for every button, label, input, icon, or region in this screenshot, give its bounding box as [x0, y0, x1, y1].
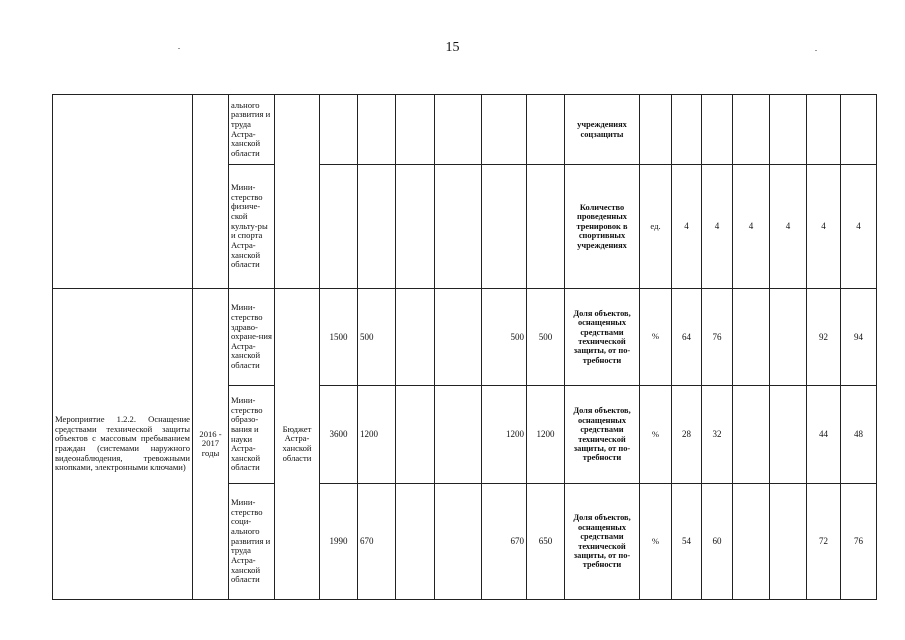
amount-2017: [482, 165, 527, 289]
ministry-cell: Мини-стерство физиче-ской культу-ры и спорта Астра-ханской области: [229, 165, 275, 289]
value-cell: 94: [841, 289, 877, 386]
indicator-cell: Доля объектов, оснащенных средствами технической защиты, от по-требности: [565, 484, 640, 600]
source-cell-empty: [275, 95, 320, 289]
table-row: [53, 289, 877, 386]
scan-speck: [178, 48, 180, 49]
amount-2015: [396, 386, 435, 484]
value-cell: 54: [672, 484, 702, 600]
unit-cell: %: [640, 484, 672, 600]
value-cell: 28: [672, 386, 702, 484]
value-cell: 76: [841, 484, 877, 600]
amount-2015: [396, 484, 435, 600]
scan-speck: [815, 50, 817, 51]
unit-cell: [640, 95, 672, 165]
value-cell: 92: [807, 289, 841, 386]
ministry-cell: Мини-стерство соци-ального развития и труда Астра-ханской области: [229, 484, 275, 600]
value-cell: 4: [770, 165, 807, 289]
event-name: Мероприятие 1.2.2. Оснащение средствами технической защиты объектов с массовым пребыванием граждан (системами наружного видеонаблюдения, тревожными кнопками, электронными ключами): [53, 289, 193, 600]
amount-2014: 500: [358, 289, 396, 386]
amount-2018: [527, 95, 565, 165]
value-cell: 76: [702, 289, 733, 386]
value-cell: [770, 386, 807, 484]
program-table: [52, 94, 877, 600]
amount-2016: [435, 289, 482, 386]
page-number: 15: [445, 40, 460, 55]
amount-total: 3600: [320, 386, 358, 484]
unit-cell: %: [640, 289, 672, 386]
ministry-cell: Мини-стерство здраво-охране-ния Астра-ханской области: [229, 289, 275, 386]
value-cell: [733, 289, 770, 386]
ministry-cell: ального развития и труда Астра-ханской области: [229, 95, 275, 165]
amount-2014: 1200: [358, 386, 396, 484]
value-cell: [733, 95, 770, 165]
event-years: 2016 - 2017 годы: [193, 289, 229, 600]
value-cell: 60: [702, 484, 733, 600]
value-cell: 4: [733, 165, 770, 289]
value-cell: [770, 95, 807, 165]
value-cell: 44: [807, 386, 841, 484]
value-cell: [770, 484, 807, 600]
amount-2014: 670: [358, 484, 396, 600]
value-cell: [807, 95, 841, 165]
amount-2015: [396, 289, 435, 386]
amount-2015: [396, 165, 435, 289]
amount-2018: 500: [527, 289, 565, 386]
indicator-cell: Доля объектов, оснащенных средствами технической защиты, от по-требности: [565, 289, 640, 386]
value-cell: 32: [702, 386, 733, 484]
amount-2015: [396, 95, 435, 165]
indicator-cell: Доля объектов, оснащенных средствами технической защиты, от по-требности: [565, 386, 640, 484]
amount-total: [320, 95, 358, 165]
amount-2018: [527, 165, 565, 289]
value-cell: 48: [841, 386, 877, 484]
ministry-cell: Мини-стерство образо-вания и науки Астра-ханской области: [229, 386, 275, 484]
value-cell: [770, 289, 807, 386]
amount-total: 1990: [320, 484, 358, 600]
amount-2016: [435, 95, 482, 165]
years-cell-empty: [193, 95, 229, 289]
amount-2016: [435, 386, 482, 484]
table-row: [53, 95, 877, 165]
amount-2014: [358, 165, 396, 289]
funding-source: Бюджет Астра-ханской области: [275, 289, 320, 600]
value-cell: 4: [807, 165, 841, 289]
value-cell: 4: [702, 165, 733, 289]
indicator-cell: учреждениях соцзащиты: [565, 95, 640, 165]
amount-2017: 670: [482, 484, 527, 600]
value-cell: [841, 95, 877, 165]
amount-2018: 1200: [527, 386, 565, 484]
event-cell-empty: [53, 95, 193, 289]
value-cell: [672, 95, 702, 165]
value-cell: [733, 484, 770, 600]
value-cell: [702, 95, 733, 165]
amount-total: 1500: [320, 289, 358, 386]
unit-cell: ед.: [640, 165, 672, 289]
unit-cell: %: [640, 386, 672, 484]
amount-2018: 650: [527, 484, 565, 600]
amount-2017: [482, 95, 527, 165]
value-cell: 4: [672, 165, 702, 289]
value-cell: 72: [807, 484, 841, 600]
amount-total: [320, 165, 358, 289]
amount-2017: 1200: [482, 386, 527, 484]
amount-2017: 500: [482, 289, 527, 386]
value-cell: 64: [672, 289, 702, 386]
value-cell: 4: [841, 165, 877, 289]
value-cell: [733, 386, 770, 484]
indicator-cell: Количество проведенных тренировок в спортивных учреждениях: [565, 165, 640, 289]
amount-2014: [358, 95, 396, 165]
amount-2016: [435, 165, 482, 289]
amount-2016: [435, 484, 482, 600]
